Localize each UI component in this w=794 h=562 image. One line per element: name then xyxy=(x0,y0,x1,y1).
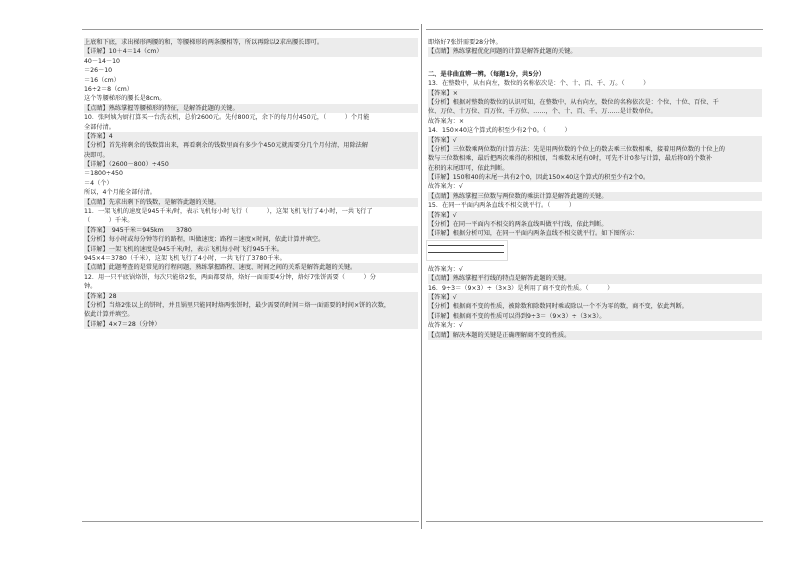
text-line: 故答案为：√ xyxy=(428,265,463,273)
text-line: 数与三位数相乘，最后把两次乘得的积相加，当乘数末尾有0时，可先不计0参与计算，最后将0的个数补 xyxy=(428,154,762,163)
text-line: 【答案】28 xyxy=(84,292,418,301)
text-line: 【详解】根据分析可知，在同一平面内两条直线不相交就平行。如下图所示： xyxy=(428,229,762,238)
right-column-questions xyxy=(428,79,762,239)
text-line: 位、万位、十万位、百万位、千万位、……，个、十、百、千、万……是计数单位。 xyxy=(428,107,762,116)
text-line: ＝1800÷450 xyxy=(84,170,123,178)
text-line: 【答案】√ xyxy=(428,293,762,302)
right-column xyxy=(428,38,762,340)
text-line: 【分析】根据商不变的性质，被除数和除数同时乘或除以一个不为零的数，商不变，依此判断。 xyxy=(428,302,762,311)
text-line: 【分析】根据对整数的数位的认识可知，在整数中，从右向左，数位的名称依次是：个位、十位、百位、千 xyxy=(428,98,762,107)
text-line: 【详解】一架飞机的速度是945千米/时，表示飞机每小时飞行945千米。 xyxy=(84,245,418,254)
text-line: 12．用一只平底锅烙饼，每次只能烙2张，两面都要烙，烙好一面需要4分钟，烙好7张饼需要（ ）分 xyxy=(84,273,376,281)
text-line: 【点睛】解决本题的关键是正确理解商不变的性质。 xyxy=(428,331,762,340)
text-line: 【详解】150和40的末尾一共有2个0，因此150×40这个算式的积至少有2个0。 xyxy=(428,173,762,182)
right-column-questions-continued xyxy=(428,265,762,340)
text-line: 10．张阿姨为厨打算买一台洗衣机，总价2600元。先付800元，余下的每月付450元，（ ）个月能 xyxy=(84,114,370,122)
bottom-rule-left xyxy=(82,521,419,522)
text-line: 945×4＝3780（千米），这架飞机飞行了4小时，一共飞行了3780千米。 xyxy=(84,254,286,262)
text-line: 16÷2＝8（cm） xyxy=(84,85,133,93)
text-line: 【点睛】此题考查的是常见的行程问题，熟练掌握路程、速度、时间之间的关系是解答此题的关键。 xyxy=(84,263,418,272)
text-line: 【答案】√ xyxy=(428,136,762,145)
text-line: ＝26－10 xyxy=(84,67,113,75)
text-line: 15．在同一平面内两条直线不相交就平行。（ ） xyxy=(428,202,576,210)
text-line: （ ）千米。 xyxy=(84,217,134,225)
top-rule-left xyxy=(82,29,419,30)
text-line: 故答案为：× xyxy=(428,117,465,125)
text-line: 【分析】三位数乘两位数的计算方法：先是用两位数的个位上的数去乘三位数相乘，接着用两位数的十位上的 xyxy=(428,145,762,154)
text-line: 【分析】每小时或每分钟等行的路程，叫做速度；路程＝速度×时间，依此计算并填空。 xyxy=(84,235,418,244)
text-line: 依此计算并填空。 xyxy=(84,310,418,319)
left-column xyxy=(84,38,418,329)
parallel-line-2 xyxy=(428,252,504,253)
text-line: 13．在整数中，从右向左，数位的名称依次是：个、十、百、千、万。（ ） xyxy=(428,80,650,88)
text-line: 【点睛】熟练掌握平行线的特点是解答此题的关键。 xyxy=(428,274,762,283)
column-divider xyxy=(421,24,422,529)
text-line: 决即可。 xyxy=(84,151,418,160)
text-line: 【分析】首先将剩余的钱数算出来，再看剩余的钱数里面有多少个450元就需要分几个月付清，用除法解 xyxy=(84,141,418,150)
text-line: 【详解】10＋4＝14（cm） xyxy=(84,47,418,56)
text-line: 全部付清。 xyxy=(84,123,115,131)
text-line: ＝4（个） xyxy=(84,179,113,187)
text-line: 14．150×40这个算式的积至少有2个0。（ ） xyxy=(428,127,571,135)
text-line: 上底和下底，求出梯形两腰的和，等腰梯形的两条腰相等，所以再除以2求出腰长即可。 xyxy=(84,38,418,47)
section-title: 二、是非曲直辨一辨。（每题1分，共5分） xyxy=(428,70,545,78)
text-line: ＝16（cm） xyxy=(84,76,120,84)
text-line: 【点睛】熟练掌握三位数与两位数的乘法计算是解答此题的关键。 xyxy=(428,192,762,201)
text-line: 在积的末尾即可，依此判断。 xyxy=(428,164,762,173)
text-line: 【详解】4×7＝28（分钟） xyxy=(84,320,418,329)
text-line: 【答案】√ xyxy=(428,211,762,220)
text-line: 【答案】 945千米＝945km 3780 xyxy=(84,226,418,235)
parallel-line-1 xyxy=(428,245,504,246)
text-line: 11．一架飞机的速度是945千米/时，表示飞机每小时飞行（ ），这架飞机飞行了4小时，一共飞行了 xyxy=(84,208,373,216)
text-line: 【答案】4 xyxy=(84,132,418,141)
text-line: 【答案】× xyxy=(428,89,762,98)
right-column-continuation xyxy=(428,38,762,57)
text-line: 故答案为：√ xyxy=(428,322,463,330)
text-line: 【点睛】先求出剩下的钱数，是解答此题的关键。 xyxy=(84,198,418,207)
text-line: 16．9÷3＝（9×3）÷（3×3）是利用了商不变的性质。（ ） xyxy=(428,284,614,292)
text-line: 所以，4个月能全部付清。 xyxy=(84,189,156,197)
text-line: 40－14－10 xyxy=(84,57,120,65)
text-line: 【详解】（2600－800）÷450 xyxy=(84,160,418,169)
text-line: 这个等腰梯形的腰长是8cm。 xyxy=(84,95,166,103)
top-rule-right xyxy=(426,29,763,30)
text-line: 故答案为：√ xyxy=(428,183,463,191)
parallel-lines-figure xyxy=(428,240,508,262)
text-line: 钟。 xyxy=(84,283,97,291)
text-line: 【点睛】熟练掌握优化问题的计算是解答此题的关键。 xyxy=(428,47,762,56)
text-line: 【点睛】熟练掌握等腰梯形的特征，是解答此题的关键。 xyxy=(84,104,418,113)
text-line: 【分析】在同一平面内不相交的两条直线叫做平行线，依此判断。 xyxy=(428,220,762,229)
text-line: 【分析】当烙2张以上的饼时，并且锅里只能同时烙两张饼时，最少需要的时间＝烙一面需要的时间×饼的次数， xyxy=(84,301,418,310)
bottom-rule-right xyxy=(426,521,763,522)
text-line: 即烙好7张饼需要28分钟。 xyxy=(428,39,502,46)
text-line: 【详解】根据商不变的性质可以得到9÷3＝（9×3）÷（3×3）。 xyxy=(428,312,762,321)
